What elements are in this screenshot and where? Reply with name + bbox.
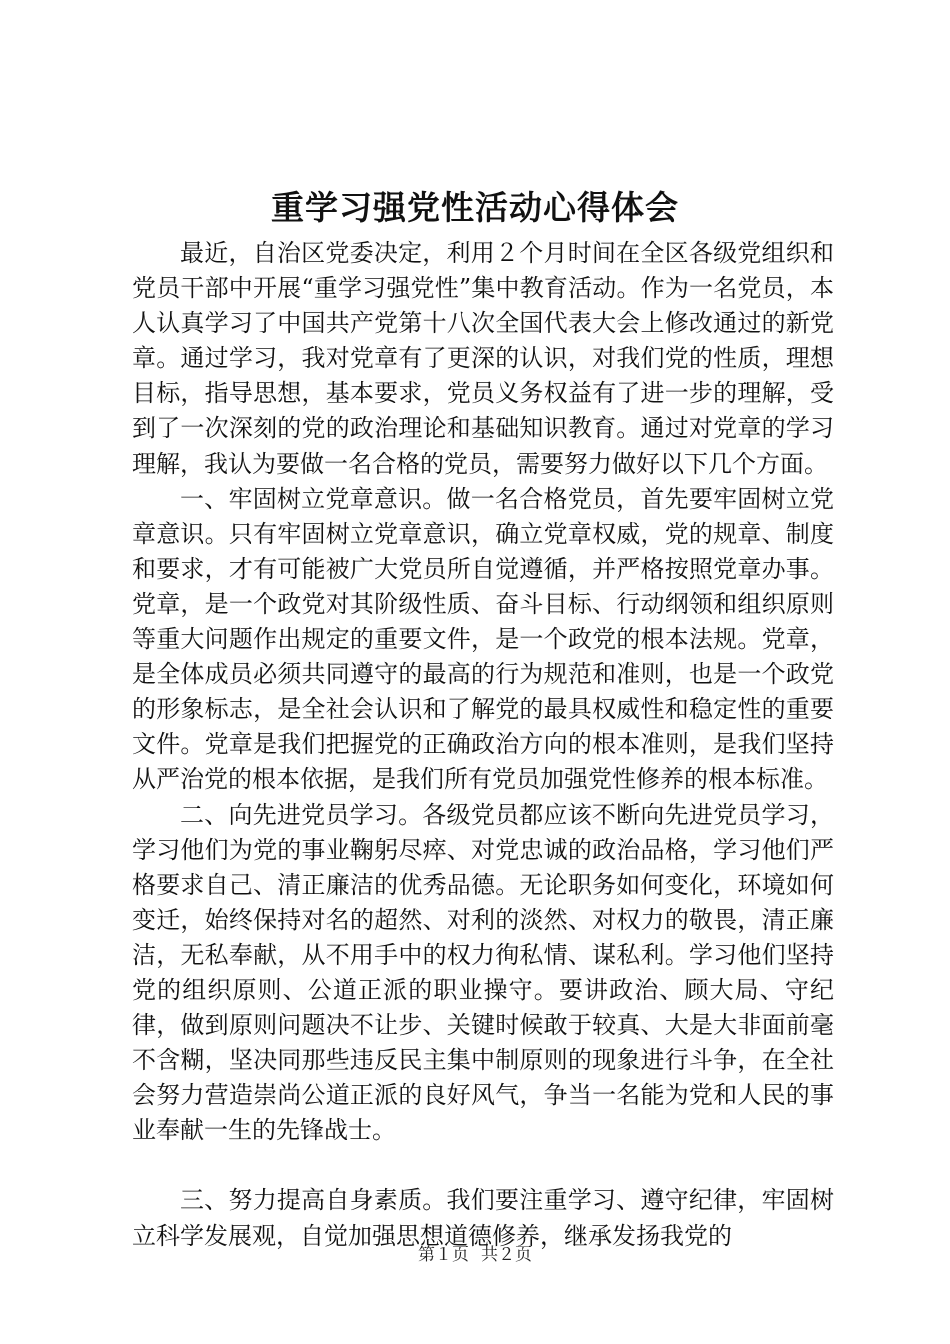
paragraph-section-2: 二、向先进党员学习。各级党员都应该不断向先进党员学习，学习他们为党的事业鞠躬尽瘁、对党忠诚的政治品格，学习他们严格要求自己、清正廉洁的优秀品德。无论职务如何变化，环境如何变迁，始终保持对名的超然、对利的淡然、对权力的敬畏，清正廉洁，无私奉献，从不用手中的权力徇私情、谋私利。学习他们坚持党的组织原则、公道正派的职业操守。要讲政治、顾大局、守纪律，做到原则问题决不让步、关键时候敢于较真、大是大非面前毫不含糊，坚决同那些违反民主集中制原则的现象进行斗争，在全社会努力营造崇尚公道正派的良好风气，争当一名能为党和人民的事业奉献一生的先锋战士。 — [132, 800, 834, 1145]
document-body — [132, 236, 834, 1254]
paragraph-section-1: 一、牢固树立党章意识。做一名合格党员，首先要牢固树立党章意识。只有牢固树立党章意识，确立党章权威，党的规章、制度和要求，才有可能被广大党员所自觉遵循，并严格按照党章办事。党章，是一个政党对其阶级性质、奋斗目标、行动纲领和组织原则等重大问题作出规定的重要文件，是一个政党的根本法规。党章，是全体成员必须共同遵守的最高的行为规范和准则，也是一个政党的形象标志，是全社会认识和了解党的最具权威性和稳定性的重要文件。党章是我们把握党的正确政治方向的根本准则，是我们坚持从严治党的根本依据，是我们所有党员加强党性修养的根本标准。 — [132, 484, 834, 794]
page-number: 第１页 — [418, 1245, 469, 1265]
paragraph-section-3: 三、努力提高自身素质。我们要注重学习、遵守纪律，牢固树立科学发展观，自觉加强思想道德修养，继承发扬我党的 — [132, 1186, 834, 1250]
page-total: 共２页 — [481, 1245, 532, 1265]
paragraph-intro: 最近，自治区党委决定，利用２个月时间在全区各级党组织和党员干部中开展“重学习强党性”集中教育活动。作为一名党员，本人认真学习了中国共产党第十八次全国代表大会上修改通过的新党章。通过学习，我对党章有了更深的认识，对我们党的性质，理想目标，指导思想，基本要求，党员义务权益有了进一步的理解，受到了一次深刻的党的政治理论和基础知识教育。通过对党章的学习理解，我认为要做一名合格的党员，需要努力做好以下几个方面。 — [132, 239, 834, 478]
document-title: 重学习强党性活动心得体会 — [271, 188, 679, 227]
page-footer — [0, 1243, 950, 1267]
